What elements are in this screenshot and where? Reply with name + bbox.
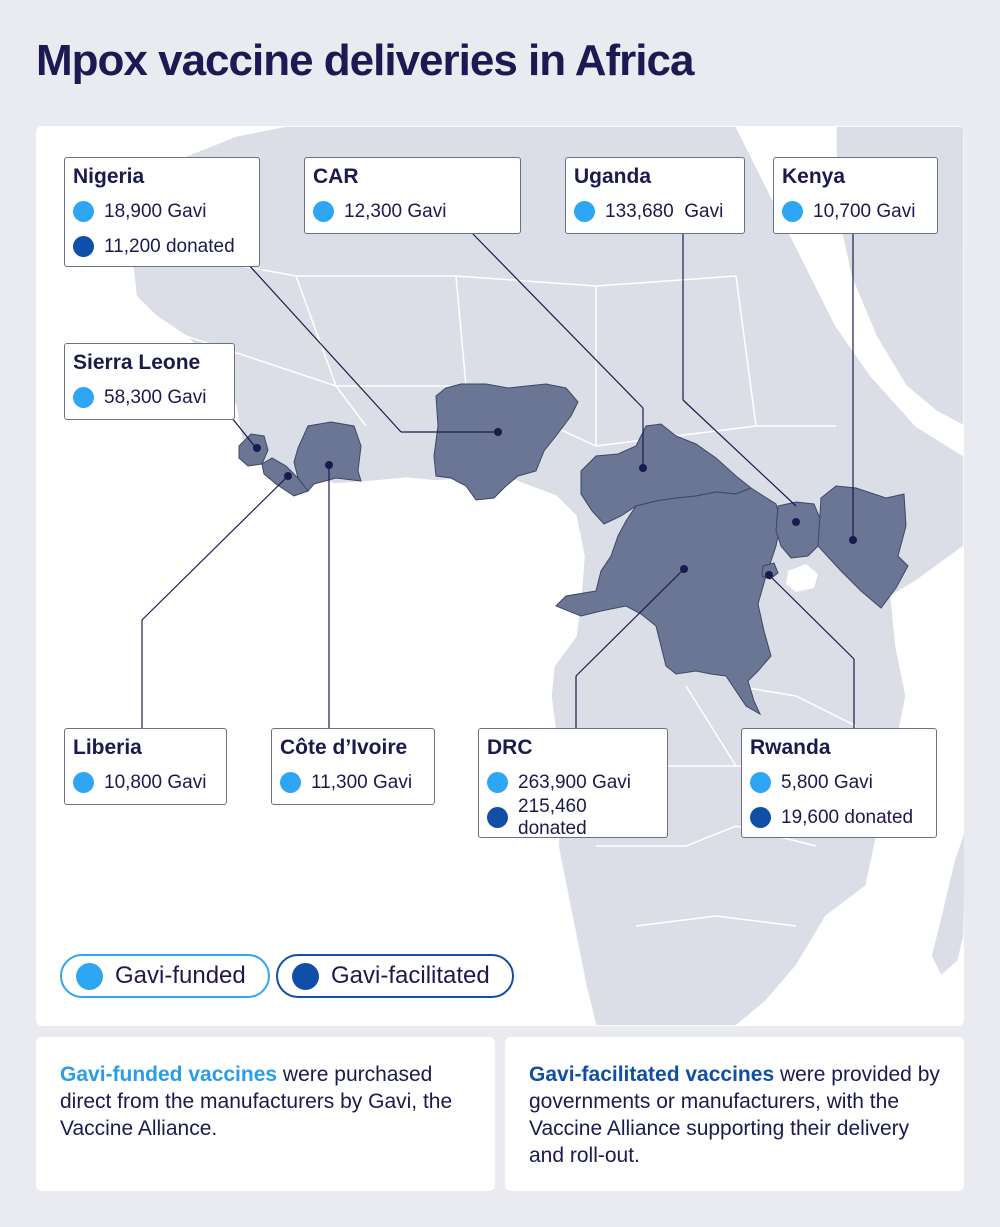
gavi-funded-dot	[73, 387, 94, 408]
gavi-funded-dot	[782, 201, 803, 222]
note-highlight: Gavi-funded vaccines	[60, 1063, 278, 1086]
country-name: Liberia	[73, 736, 142, 759]
country-name: Kenya	[782, 165, 846, 188]
callout-car	[304, 157, 521, 234]
legend-gavi-facilitated	[276, 954, 514, 998]
donated-row	[750, 800, 928, 835]
callout-kenya	[773, 157, 938, 234]
country-name: Rwanda	[750, 736, 831, 759]
map-panel	[36, 126, 964, 1026]
gavi-facilitated-dot	[292, 963, 319, 990]
funded-amount: 133,680 Gavi	[605, 200, 724, 222]
gavi-funded-dot	[73, 201, 94, 222]
country-name: Nigeria	[73, 165, 145, 188]
funded-amount: 10,800 Gavi	[104, 771, 207, 793]
donated-row	[73, 229, 251, 264]
funded-amount: 18,900 Gavi	[104, 200, 207, 222]
callout-nigeria	[64, 157, 260, 267]
note-text: were purchased direct from the manufacturers by Gavi, the Vaccine Alliance.	[60, 1063, 453, 1140]
funded-row	[782, 194, 929, 229]
gavi-funded-dot	[76, 963, 103, 990]
country-name: Côte d’Ivoire	[280, 736, 408, 759]
funded-amount: 58,300 Gavi	[104, 386, 207, 408]
funded-row	[73, 765, 218, 800]
callout-liberia	[64, 728, 227, 805]
gavi-funded-dot	[313, 201, 334, 222]
funded-amount: 10,700 Gavi	[813, 200, 916, 222]
funded-amount: 11,300 Gavi	[311, 771, 413, 793]
country-name: CAR	[313, 165, 359, 188]
funded-row	[73, 380, 226, 415]
donated-amount: 215,460 donated	[518, 795, 587, 839]
callout-cote-divoire	[271, 728, 435, 805]
legend-label: Gavi-funded	[115, 962, 246, 989]
donated-amount: 19,600 donated	[781, 806, 914, 828]
funded-row	[313, 194, 512, 229]
donated-row	[487, 795, 659, 839]
legend-label: Gavi-facilitated	[331, 962, 490, 989]
gavi-funded-dot	[73, 772, 94, 793]
gavi-facilitated-dot	[750, 807, 771, 828]
country-name: Sierra Leone	[73, 351, 201, 374]
gavi-facilitated-dot	[487, 807, 508, 828]
callout-uganda	[565, 157, 745, 234]
funded-amount: 263,900 Gavi	[518, 771, 632, 793]
callout-sierra-leone	[64, 343, 235, 420]
country-name: Uganda	[574, 165, 652, 188]
funded-row	[750, 765, 928, 800]
gavi-funded-dot	[574, 201, 595, 222]
gavi-facilitated-dot	[73, 236, 94, 257]
funded-row	[574, 194, 736, 229]
gavi-funded-dot	[280, 772, 301, 793]
country-name: DRC	[487, 736, 533, 759]
funded-row	[280, 765, 426, 800]
note-gavi-facilitated	[505, 1037, 964, 1191]
callout-rwanda	[741, 728, 937, 838]
note-highlight: Gavi-facilitated vaccines	[529, 1063, 775, 1086]
gavi-funded-dot	[487, 772, 508, 793]
donated-amount: 11,200 donated	[104, 235, 235, 257]
note-gavi-funded	[36, 1037, 495, 1191]
gavi-funded-dot	[750, 772, 771, 793]
page-title: Mpox vaccine deliveries in Africa	[36, 36, 694, 85]
madagascar	[931, 826, 964, 976]
callout-drc	[478, 728, 668, 838]
funded-amount: 5,800 Gavi	[781, 771, 873, 793]
note-text: were provided by governments or manufacturers, with the Vaccine Alliance supporting their delivery and roll-out.	[529, 1063, 940, 1167]
legend-gavi-funded	[60, 954, 270, 998]
funded-row	[73, 194, 251, 229]
funded-amount: 12,300 Gavi	[344, 200, 447, 222]
